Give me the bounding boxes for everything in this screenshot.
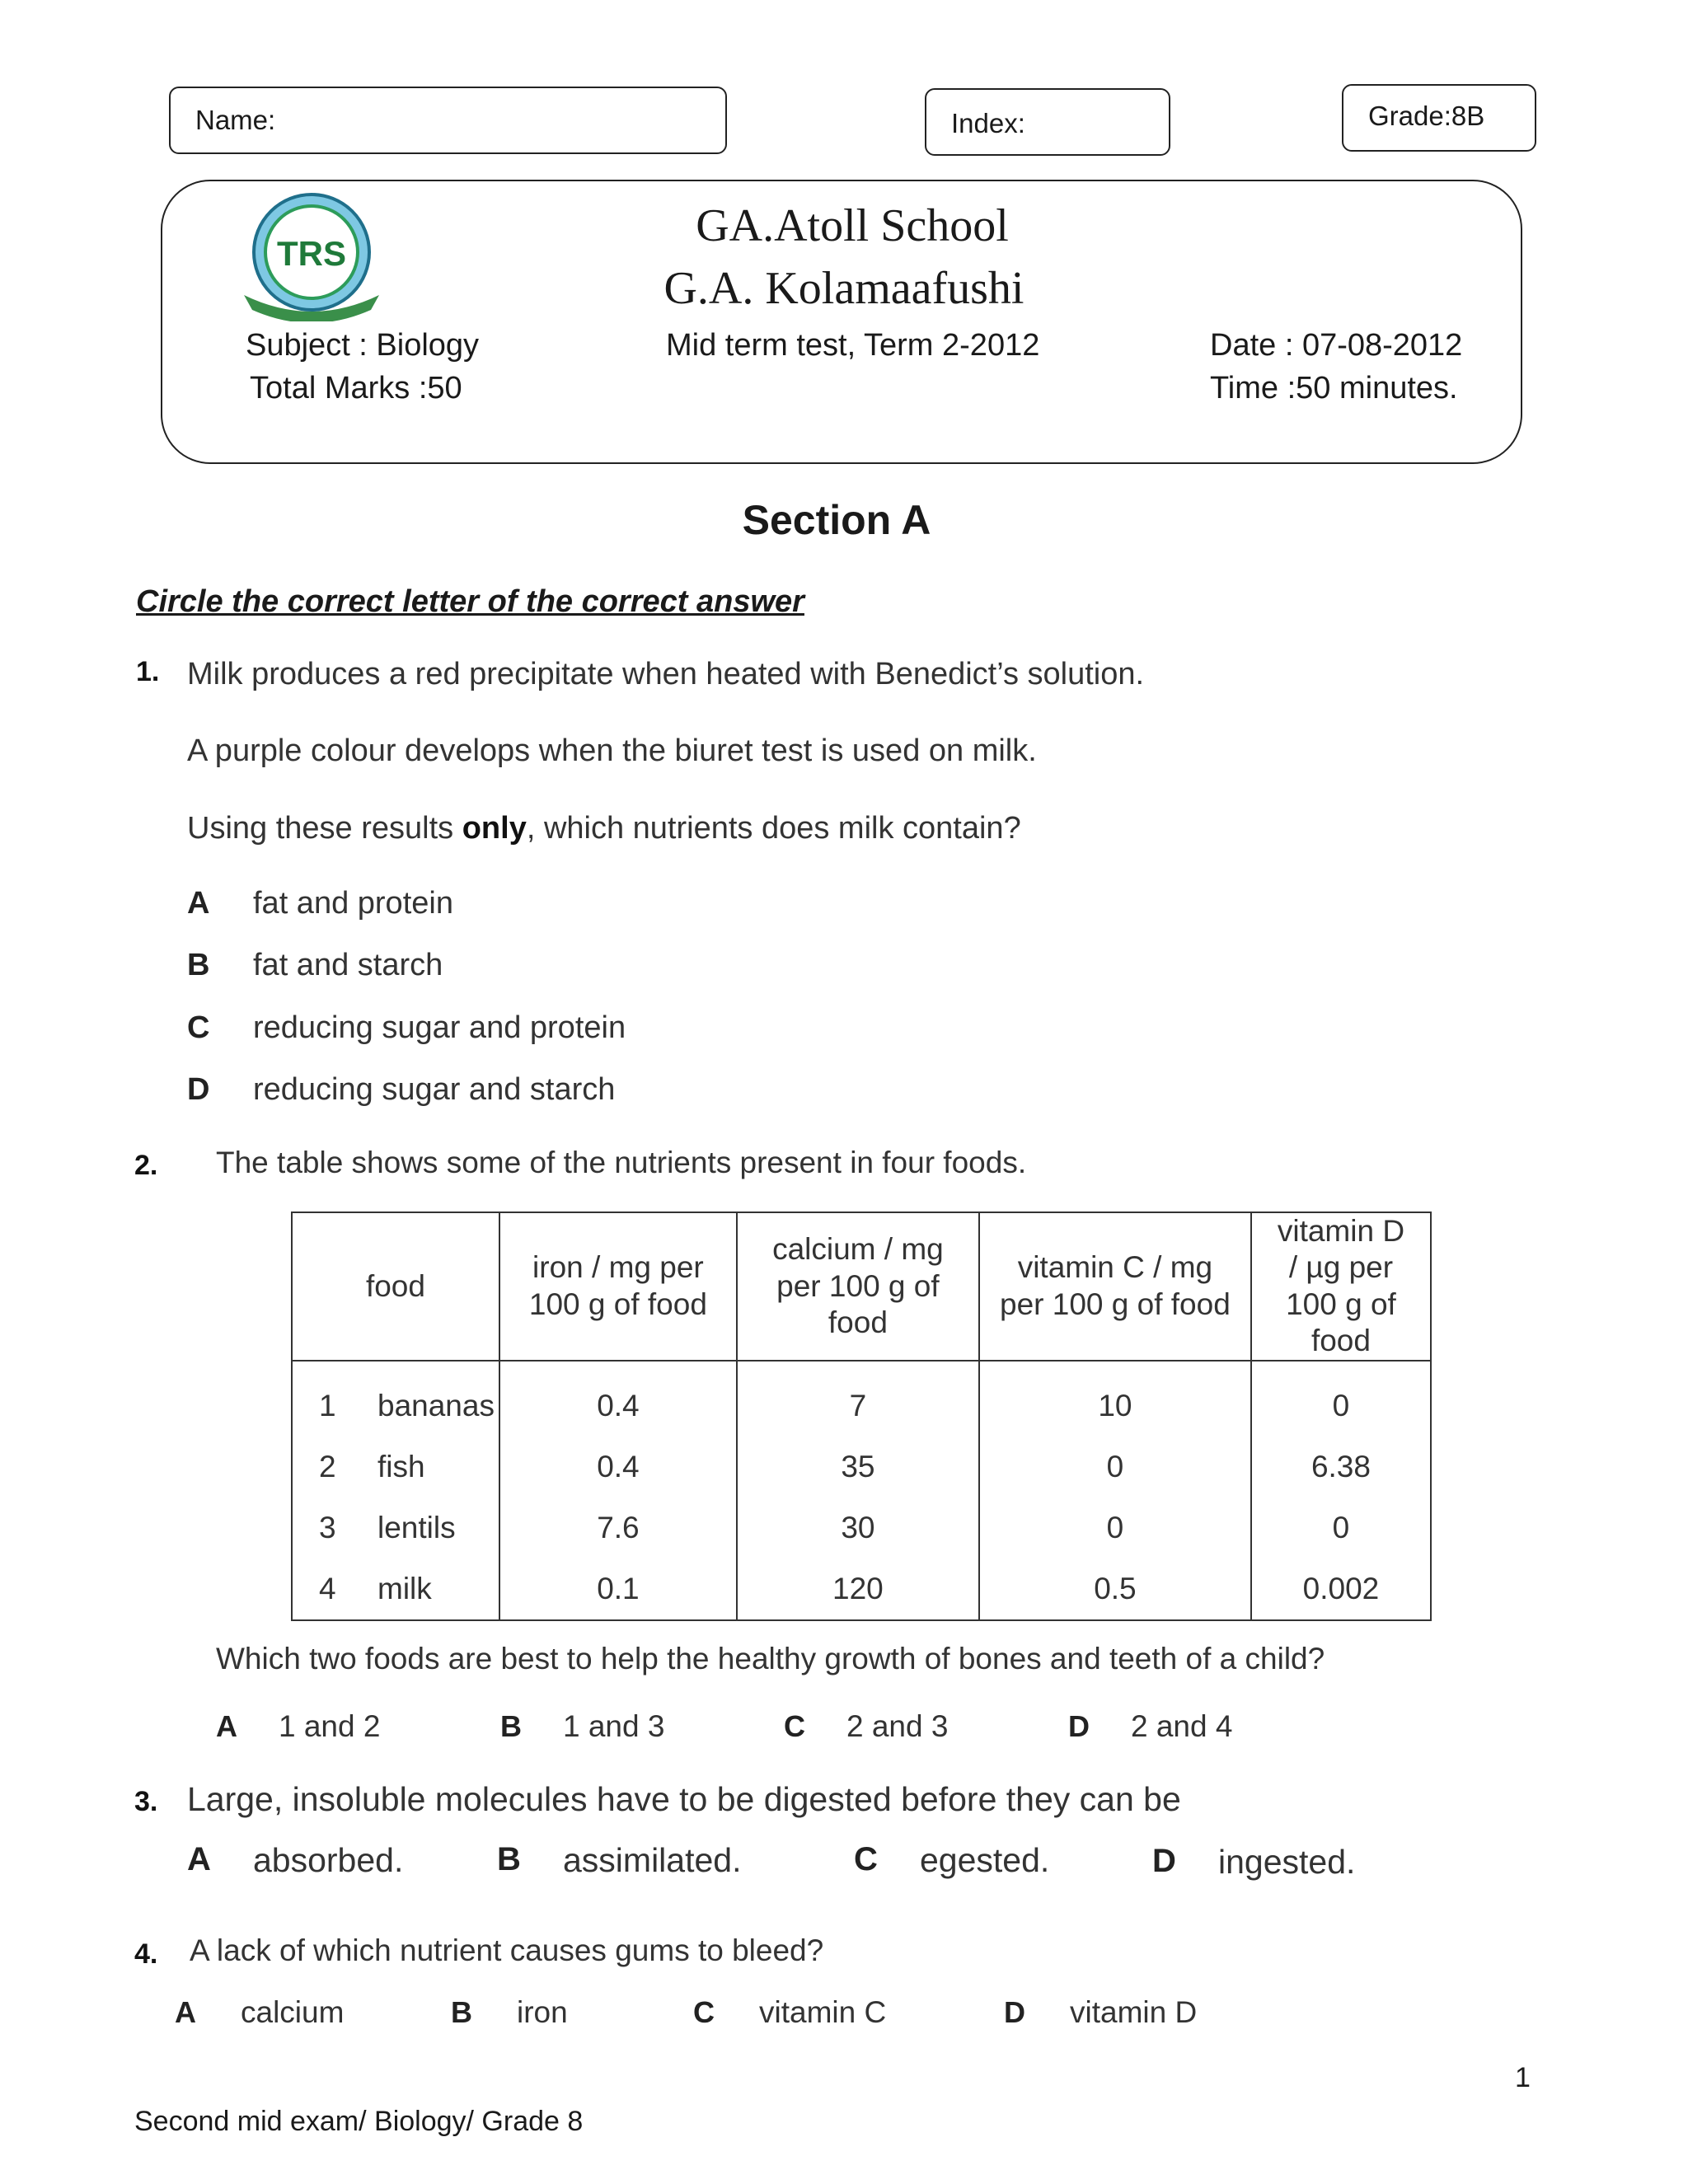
date-text: Date : 07-08-2012 [1210,328,1463,363]
page-number: 1 [1515,2062,1531,2093]
q3-option-b[interactable] [497,1841,742,1879]
q4-option-d[interactable] [1004,1995,1198,2030]
calcium-value: 35 [737,1436,979,1497]
q1-option-c[interactable] [187,1010,626,1046]
option-text: reducing sugar and protein [253,1010,626,1045]
option-text: 1 and 3 [563,1709,665,1743]
option-letter: A [187,886,210,921]
q1-option-d[interactable] [187,1072,616,1108]
option-text: 1 and 2 [279,1709,381,1743]
vitamin-c-value: 0 [979,1436,1251,1497]
food-name: bananas [369,1361,499,1436]
q2-number: 2. [134,1150,158,1181]
option-text: vitamin C [759,1995,887,2029]
option-letter: D [1152,1843,1176,1879]
island-name: G.A. Kolamaafushi [663,263,1025,314]
grade-field [1342,84,1536,152]
option-text: reducing sugar and starch [253,1072,616,1107]
row-number: 3 [292,1497,369,1558]
option-text: 2 and 4 [1131,1709,1233,1743]
row-number: 4 [292,1558,369,1620]
vitamin-c-value: 0.5 [979,1558,1251,1620]
option-text: egested. [920,1841,1050,1879]
calcium-value: 7 [737,1361,979,1436]
iron-value: 0.4 [499,1436,737,1497]
q1-line3-post: , which nutrients does milk contain? [526,811,1021,846]
grade-label: Grade:8B [1368,101,1485,131]
q3-option-d[interactable] [1152,1843,1356,1881]
q3-option-a[interactable] [187,1841,404,1879]
q4-text: A lack of which nutrient causes gums to bleed? [190,1933,824,1967]
option-text: calcium [241,1995,345,2029]
q2-option-d[interactable] [1068,1709,1233,1744]
vitamin-d-value: 0 [1251,1361,1431,1436]
q4-option-b[interactable] [451,1995,568,2030]
table-row [292,1361,1431,1436]
q1-line3-bold: only [462,811,527,846]
option-letter: C [693,1995,715,2029]
option-text: vitamin D [1070,1995,1198,2029]
q1-option-a[interactable] [187,886,453,921]
header-vitamin-d: vitamin D / µg per 100 g of food [1251,1212,1431,1361]
option-letter: A [187,1841,211,1877]
option-letter: B [497,1841,521,1877]
option-text: 2 and 3 [846,1709,949,1743]
index-label: Index: [951,108,1025,138]
iron-value: 0.4 [499,1361,737,1436]
total-marks-text: Total Marks :50 [250,371,462,405]
q4-option-a[interactable] [175,1995,345,2030]
row-number: 1 [292,1361,369,1436]
option-text: ingested. [1218,1843,1356,1881]
food-name: milk [369,1558,499,1620]
vitamin-c-value: 10 [979,1361,1251,1436]
option-letter: B [451,1995,472,2029]
logo-text: TRS [277,234,346,273]
table-row [292,1436,1431,1497]
vitamin-d-value: 0 [1251,1497,1431,1558]
table-row [292,1497,1431,1558]
q1-line3 [187,811,1021,846]
table-row [292,1558,1431,1620]
q2-option-c[interactable] [784,1709,949,1744]
option-text: absorbed. [253,1841,404,1879]
q2-question: Which two foods are best to help the healthy growth of bones and teeth of a child? [216,1642,1325,1675]
footer-text: Second mid exam/ Biology/ Grade 8 [134,2106,584,2137]
name-field[interactable] [169,87,727,154]
food-name: lentils [369,1497,499,1558]
header-food: food [292,1212,499,1361]
header-calcium: calcium / mg per 100 g of food [737,1212,979,1361]
option-letter: B [187,948,210,982]
option-letter: C [854,1841,878,1877]
option-letter: B [500,1709,522,1743]
option-text: fat and protein [253,886,453,921]
option-letter: A [175,1995,196,2029]
q4-number: 4. [134,1938,158,1970]
exam-title: Mid term test, Term 2-2012 [666,328,1040,363]
q1-line2: A purple colour develops when the biuret test is used on milk. [187,733,1037,768]
header-vitamin-c: vitamin C / mg per 100 g of food [979,1212,1251,1361]
vitamin-d-value: 6.38 [1251,1436,1431,1497]
q1-line3-pre: Using these results [187,811,462,846]
nutrient-table [291,1212,1432,1621]
q3-text: Large, insoluble molecules have to be digested before they can be [187,1780,1181,1818]
school-name: GA.Atoll School [696,200,1009,251]
option-letter: D [1004,1995,1025,2029]
index-field[interactable] [925,88,1170,156]
vitamin-c-value: 0 [979,1497,1251,1558]
vitamin-d-value: 0.002 [1251,1558,1431,1620]
calcium-value: 120 [737,1558,979,1620]
option-text: assimilated. [563,1841,742,1879]
option-letter: D [187,1072,210,1107]
instruction: Circle the correct letter of the correct answer [136,584,804,619]
section-title: Section A [742,497,931,543]
option-letter: D [1068,1709,1090,1743]
q3-number: 3. [134,1786,158,1817]
option-letter: C [784,1709,805,1743]
row-number: 2 [292,1436,369,1497]
iron-value: 7.6 [499,1497,737,1558]
iron-value: 0.1 [499,1558,737,1620]
subject-text: Subject : Biology [246,328,480,363]
food-name: fish [369,1436,499,1497]
table-header-row [292,1212,1431,1361]
q1-line1: Milk produces a red precipitate when heated with Benedict’s solution. [187,657,1145,691]
q2-intro: The table shows some of the nutrients present in four foods. [216,1146,1027,1179]
q2-option-b[interactable] [500,1709,665,1744]
q4-option-c[interactable] [693,1995,887,2030]
calcium-value: 30 [737,1497,979,1558]
option-text: fat and starch [253,948,443,982]
q1-option-b[interactable] [187,948,443,983]
q3-option-c[interactable] [854,1841,1050,1879]
option-letter: C [187,1010,210,1045]
time-text: Time :50 minutes. [1210,371,1458,405]
header-iron: iron / mg per 100 g of food [499,1212,737,1361]
q1-number: 1. [136,656,160,687]
q2-option-a[interactable] [216,1709,381,1744]
option-letter: A [216,1709,237,1743]
name-label: Name: [195,105,276,135]
option-text: iron [517,1995,568,2029]
